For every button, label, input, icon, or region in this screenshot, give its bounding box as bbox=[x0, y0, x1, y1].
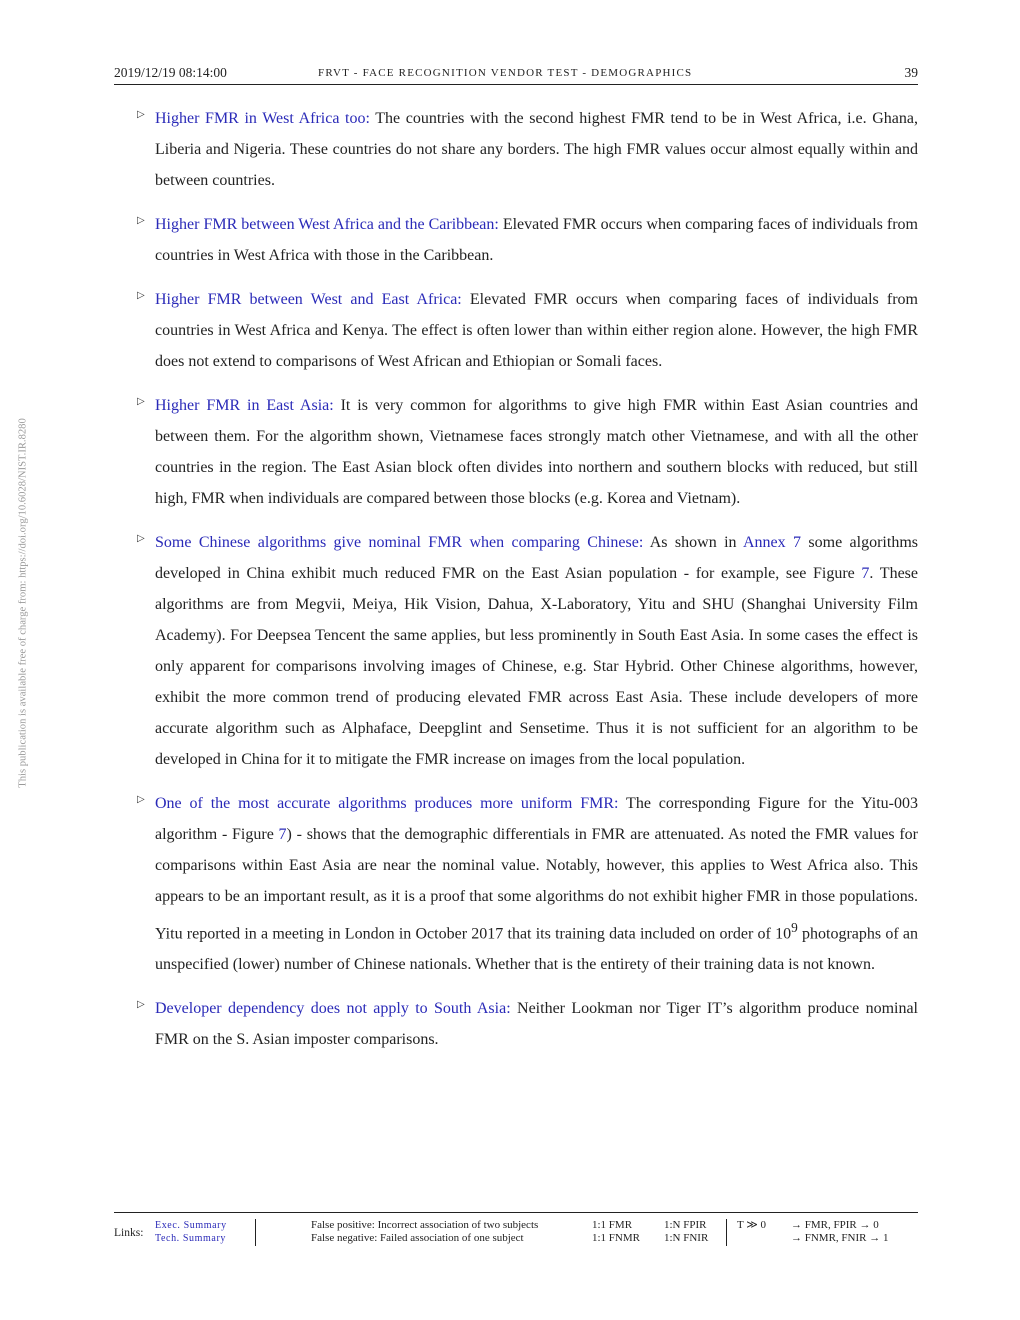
divider bbox=[255, 1219, 256, 1246]
bullet-text: . These algorithms are from Megvii, Meiya, Hik Vision, Dahua, X-Laboratory, Yitu and SHU (Shanghai University Film Academy). For Deepsea Tencent the same applies, but less prominently in South East Asia. In some cases the effect is only apparent for comparisons involving images of Chinese, e.g. Star Hybrid. Other Chinese algorithms, however, exhibit the more common trend of producing elevated FMR across East Asia. These include developers of more accurate algorithm such as Alphaface, Deepglint and Sensetime. Thus it is not sufficient for an algorithm to be developed in China for it to mitigate the FMR increase on images from the local population. bbox=[155, 565, 918, 768]
bullet-item bbox=[114, 527, 918, 775]
bullet-lead: Higher FMR between West Africa and the Caribbean: bbox=[155, 216, 499, 233]
bullet-text: photographs of an unspecified (lower) number of Chinese nationals. Whether that is the entirety of their training data is not known. bbox=[155, 925, 919, 974]
bullet-item bbox=[114, 209, 918, 271]
figure-7-link[interactable]: 7 bbox=[278, 826, 287, 843]
links-label: Links: bbox=[114, 1227, 144, 1239]
figure-7-link[interactable]: 7 bbox=[861, 565, 870, 582]
page-footer bbox=[114, 1212, 918, 1244]
page-number: 39 bbox=[904, 65, 918, 80]
triangle-bullet-icon: ▷ bbox=[137, 533, 145, 544]
bullet-text: some algorithms developed in China exhibit much reduced FMR on the East Asian population - for example, see Figure bbox=[155, 534, 918, 582]
bullet-text: Elevated FMR occurs when comparing faces of individuals from countries in West Africa with those in the Caribbean. bbox=[155, 216, 919, 264]
bullet-item bbox=[114, 103, 918, 196]
bullet-item bbox=[114, 390, 918, 514]
bullet-text: As shown in bbox=[643, 534, 743, 551]
triangle-bullet-icon: ▷ bbox=[137, 290, 145, 301]
bullet-paragraph bbox=[155, 788, 918, 980]
threshold-effects bbox=[791, 1219, 889, 1245]
error-definitions bbox=[311, 1219, 538, 1245]
bullet-lead: Higher FMR in West Africa too: bbox=[155, 110, 370, 127]
doi-sidebar bbox=[17, 362, 29, 844]
bullet-lead: Developer dependency does not apply to South Asia: bbox=[155, 1000, 511, 1018]
bullet-paragraph bbox=[155, 390, 918, 514]
bullet-lead: Higher FMR in East Asia: bbox=[155, 397, 334, 414]
bullet-paragraph bbox=[155, 993, 918, 1055]
bullet-text: The countries with the second highest FMR tend to be in West Africa, i.e. Ghana, Liberia and Nigeria. These countries do not share any borders. The high FMR values occur almost equally within and between countries. bbox=[155, 110, 919, 189]
main-content bbox=[114, 103, 918, 1068]
annex-7-link[interactable]: Annex 7 bbox=[743, 534, 802, 551]
bullet-lead: One of the most accurate algorithms produces more uniform FMR: bbox=[155, 795, 619, 812]
bullet-text: It is very common for algorithms to give high FMR within East Asian countries and between them. For the algorithm shown, Vietnamese faces strongly match other Vietnamese, and with all the other countries in the region. The East Asian block often divides into northern and southern blocks with reduced, but still high, FMR when individuals are compared between those blocks (e.g. Korea and Vietnam). bbox=[155, 397, 919, 507]
fnir-label: 1:N FNIR bbox=[664, 1232, 709, 1244]
exec-summary-link[interactable]: Exec. Summary bbox=[155, 1220, 227, 1231]
fnmr-label: 1:1 FNMR bbox=[592, 1232, 640, 1244]
bullet-item bbox=[114, 788, 918, 980]
fpir-label: 1:N FPIR bbox=[664, 1219, 707, 1231]
threshold-label: T ≫ 0 bbox=[737, 1219, 767, 1231]
triangle-bullet-icon: ▷ bbox=[137, 396, 145, 407]
exponent: 9 bbox=[791, 920, 798, 935]
one-to-n-metrics bbox=[664, 1219, 708, 1245]
false-negative-def: False negative: Failed association of one subject bbox=[311, 1232, 524, 1244]
fnmr-effect: → FNMR, FNIR → 1 bbox=[791, 1232, 889, 1244]
bullet-lead: Higher FMR between West and East Africa: bbox=[155, 291, 462, 308]
bullet-text: ) - shows that the demographic differentials in FMR are attenuated. As noted the FMR values for comparisons within East Asia are near the nominal value. Notably, however, this applies to West Africa also. This appears to be an important result, as it is a proof that some algorithms do not exhibit higher FMR in those populations. Yitu reported in a meeting in London in October 2017 that its training data included on order of 10 bbox=[155, 826, 918, 943]
bullet-paragraph bbox=[155, 209, 918, 271]
bullet-text: Neither Lookman nor Tiger IT’s algorithm produce nominal FMR on the S. Asian imposter comparisons. bbox=[155, 1000, 919, 1049]
bullet-item bbox=[114, 284, 918, 377]
bullet-text: The corresponding Figure for the Yitu-003 algorithm - Figure bbox=[155, 795, 919, 843]
bullet-item bbox=[114, 993, 918, 1055]
fmr-label: 1:1 FMR bbox=[592, 1219, 633, 1231]
header-date: 2019/12/19 08:14:00 bbox=[114, 65, 227, 80]
header-title: FRVT - FACE RECOGNITION VENDOR TEST - DEMOGRAPHICS bbox=[318, 67, 693, 79]
one-to-one-metrics bbox=[592, 1219, 640, 1245]
triangle-bullet-icon: ▷ bbox=[137, 999, 145, 1011]
bullet-paragraph bbox=[155, 284, 918, 377]
bullet-paragraph bbox=[155, 103, 918, 196]
footer-links bbox=[155, 1219, 227, 1245]
sidebar-text: This publication is available free of charge from: https://doi.org/10.6028/NIST.IR.8280 bbox=[17, 418, 29, 788]
false-positive-def: False positive: Incorrect association of two subjects bbox=[311, 1219, 539, 1231]
tech-summary-link[interactable]: Tech. Summary bbox=[155, 1233, 226, 1244]
triangle-bullet-icon: ▷ bbox=[137, 794, 145, 805]
page-header bbox=[114, 62, 918, 85]
fmr-effect: → FMR, FPIR → 0 bbox=[791, 1219, 879, 1231]
bullet-lead: Some Chinese algorithms give nominal FMR when comparing Chinese: bbox=[155, 534, 644, 551]
bullet-text: Elevated FMR occurs when comparing faces of individuals from countries in West Africa and Kenya. The effect is often lower than within either region alone. However, the high FMR does not extend to comparisons of West African and Ethiopian or Somali faces. bbox=[155, 291, 919, 370]
divider bbox=[726, 1219, 727, 1246]
triangle-bullet-icon: ▷ bbox=[137, 215, 145, 226]
triangle-bullet-icon: ▷ bbox=[137, 109, 145, 120]
bullet-paragraph bbox=[155, 527, 918, 775]
